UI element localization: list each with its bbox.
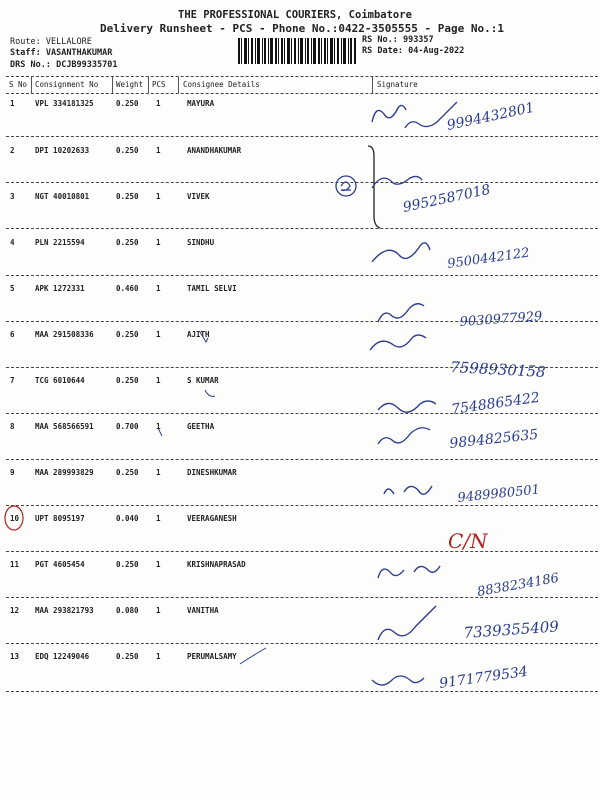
row-consignee: DINESHKUMAR xyxy=(187,468,237,477)
row-consignment: PGT 4605454 xyxy=(35,560,85,569)
row-pcs: 1 xyxy=(156,376,161,385)
signature-scribble xyxy=(384,486,432,494)
row-consignment: VPL 334181325 xyxy=(35,99,94,108)
column-divider xyxy=(178,77,179,93)
handwritten-phone: 7548865422 xyxy=(450,389,541,418)
row-sno: 1 xyxy=(10,99,15,108)
signature-scribble xyxy=(378,304,424,322)
row-sno: 9 xyxy=(10,468,15,477)
signature-scribble xyxy=(372,243,430,262)
row-weight: 0.700 xyxy=(116,422,139,431)
column-header-consignee: Consignee Details xyxy=(183,80,260,89)
drs-value: DCJB99335701 xyxy=(56,60,118,70)
rs-date-label: RS Date: xyxy=(362,46,403,56)
rs-date-row xyxy=(362,46,464,56)
column-header-pcs: PCS xyxy=(152,80,166,89)
row-weight: 0.250 xyxy=(116,376,139,385)
row-sno: 2 xyxy=(10,146,15,155)
row-consignment: EDQ 12249046 xyxy=(35,652,90,661)
barcode xyxy=(238,38,356,64)
handwritten-phone: 9489980501 xyxy=(456,482,541,506)
row-rule xyxy=(6,367,598,368)
circled-mark xyxy=(336,176,356,196)
row-rule xyxy=(6,182,598,183)
handwritten-phone: 9030977929 xyxy=(459,309,543,330)
row-weight: 0.250 xyxy=(116,192,139,201)
row-rule xyxy=(6,413,598,414)
route-value: VELLALORE xyxy=(45,37,92,47)
row-weight: 0.250 xyxy=(116,468,139,477)
row-consignment: MAA 289993829 xyxy=(35,468,94,477)
document-subtitle: Delivery Runsheet - PCS - Phone No.:0422-3505555 - Page No.:1 xyxy=(100,22,504,35)
row-pcs: 1 xyxy=(156,560,161,569)
rs-number-row xyxy=(362,35,434,45)
row-rule xyxy=(6,136,598,137)
column-header-consignment: Consignment No xyxy=(35,80,99,89)
row-pcs: 1 xyxy=(156,422,161,431)
row-consignment: UPT 8095197 xyxy=(35,514,85,523)
handwritten-phone: 9952587018 xyxy=(401,181,492,216)
row-consignment: MAA 293821793 xyxy=(35,606,94,615)
row-consignee: VEERAGANESH xyxy=(187,514,237,523)
row-pcs: 1 xyxy=(156,99,161,108)
staff-label: Staff: xyxy=(10,48,41,58)
route-label: Route: xyxy=(10,37,41,47)
handwritten-phone: 9171779534 xyxy=(438,663,529,692)
row-pcs: 1 xyxy=(156,330,161,339)
column-header-signature: Signature xyxy=(377,80,418,89)
row-consignee: SINDHU xyxy=(187,238,215,247)
row-pcs: 1 xyxy=(156,606,161,615)
circled-digit xyxy=(341,182,351,191)
staff-value: VASANTHAKUMAR xyxy=(45,48,113,58)
row-rule xyxy=(6,275,598,276)
row-sno: 4 xyxy=(10,238,15,247)
row-sno: 7 xyxy=(10,376,15,385)
row-sno: 5 xyxy=(10,284,15,293)
column-divider xyxy=(148,77,149,93)
row-weight: 0.250 xyxy=(116,99,139,108)
drs-row xyxy=(10,60,118,70)
signature-scribble xyxy=(378,401,436,412)
row-consignment: TCG 6010644 xyxy=(35,376,85,385)
row-weight: 0.250 xyxy=(116,330,139,339)
signature-scribble xyxy=(378,606,436,640)
row-pcs: 1 xyxy=(156,192,161,201)
handwritten-phone: 8838234186 xyxy=(476,570,561,600)
row-pcs: 1 xyxy=(156,514,161,523)
column-divider xyxy=(372,77,373,93)
row-consignee: TAMIL SELVI xyxy=(187,284,237,293)
row-consignment: MAA 291508336 xyxy=(35,330,94,339)
row-consignment: PLN 2215594 xyxy=(35,238,85,247)
row-consignee: GEETHA xyxy=(187,422,215,431)
column-divider xyxy=(112,77,113,93)
handwritten-phone: 9994432801 xyxy=(445,99,536,134)
row-consignment: APK 1272331 xyxy=(35,284,85,293)
column-header-weight: Weight xyxy=(116,80,144,89)
row-consignee: ANANDHAKUMAR xyxy=(187,146,242,155)
row-weight: 0.080 xyxy=(116,606,139,615)
row-sno: 6 xyxy=(10,330,15,339)
rs-date-value: 04-Aug-2022 xyxy=(408,46,465,56)
row-pcs: 1 xyxy=(156,652,161,661)
column-header-sno: S No xyxy=(9,80,28,89)
row-sno: 13 xyxy=(10,652,20,661)
row-consignee: VANITHA xyxy=(187,606,219,615)
handwritten-note: C/N xyxy=(448,529,488,553)
signature-scribble xyxy=(378,428,430,444)
row-sno: 10 xyxy=(10,514,20,523)
row-rule xyxy=(6,597,598,598)
table-header-rule xyxy=(6,93,598,94)
document-title: THE PROFESSIONAL COURIERS, Coimbatore xyxy=(178,9,412,21)
signature-scribble xyxy=(370,335,426,350)
row-sno: 11 xyxy=(10,560,20,569)
row-pcs: 1 xyxy=(156,284,161,293)
signature-scribble xyxy=(405,102,457,128)
row-pcs: 1 xyxy=(156,468,161,477)
row-consignee: VIVEK xyxy=(187,192,210,201)
row-consignee: S KUMAR xyxy=(187,376,219,385)
handwritten-phone: 9894825635 xyxy=(448,426,540,452)
signature-scribble xyxy=(372,676,424,685)
row-consignment: MAA 568566591 xyxy=(35,422,94,431)
row-rule xyxy=(6,643,598,644)
handwritten-phone: 7339355409 xyxy=(463,617,560,642)
row-consignee: KRISHNAPRASAD xyxy=(187,560,246,569)
row-weight: 0.040 xyxy=(116,514,139,523)
row-weight: 0.250 xyxy=(116,560,139,569)
row-sno: 3 xyxy=(10,192,15,201)
route-row xyxy=(10,37,92,47)
row-rule xyxy=(6,459,598,460)
row-pcs: 1 xyxy=(156,146,161,155)
row-rule xyxy=(6,228,598,229)
handwritten-phone: 7598930158 xyxy=(449,358,547,381)
row-pcs: 1 xyxy=(156,238,161,247)
row-consignee: PERUMALSAMY xyxy=(187,652,237,661)
row-consignee: AJITH xyxy=(187,330,210,339)
column-divider xyxy=(31,77,32,93)
row-rule xyxy=(6,551,598,552)
table-bottom-rule xyxy=(6,691,598,692)
rs-number-label: RS No.: xyxy=(362,35,398,45)
row-weight: 0.250 xyxy=(116,238,139,247)
table-top-rule xyxy=(6,76,598,77)
signature-scribble xyxy=(378,566,440,578)
row-sno: 12 xyxy=(10,606,20,615)
handwritten-phone: 9500442122 xyxy=(446,245,531,272)
row-sno: 8 xyxy=(10,422,15,431)
row-consignment: DPI 10202633 xyxy=(35,146,90,155)
row-weight: 0.460 xyxy=(116,284,139,293)
row-rule xyxy=(6,321,598,322)
bracket-mark xyxy=(368,146,380,228)
row-consignment: NGT 40010801 xyxy=(35,192,90,201)
tick-mark xyxy=(240,648,266,664)
signature-scribble xyxy=(372,105,406,122)
rs-number-value: 993357 xyxy=(402,35,434,45)
drs-label: DRS No.: xyxy=(10,60,51,70)
staff-row xyxy=(10,48,112,58)
row-consignee: MAYURA xyxy=(187,99,215,108)
row-rule xyxy=(6,505,598,506)
tick-mark xyxy=(205,390,215,396)
row-weight: 0.250 xyxy=(116,146,139,155)
row-weight: 0.250 xyxy=(116,652,139,661)
